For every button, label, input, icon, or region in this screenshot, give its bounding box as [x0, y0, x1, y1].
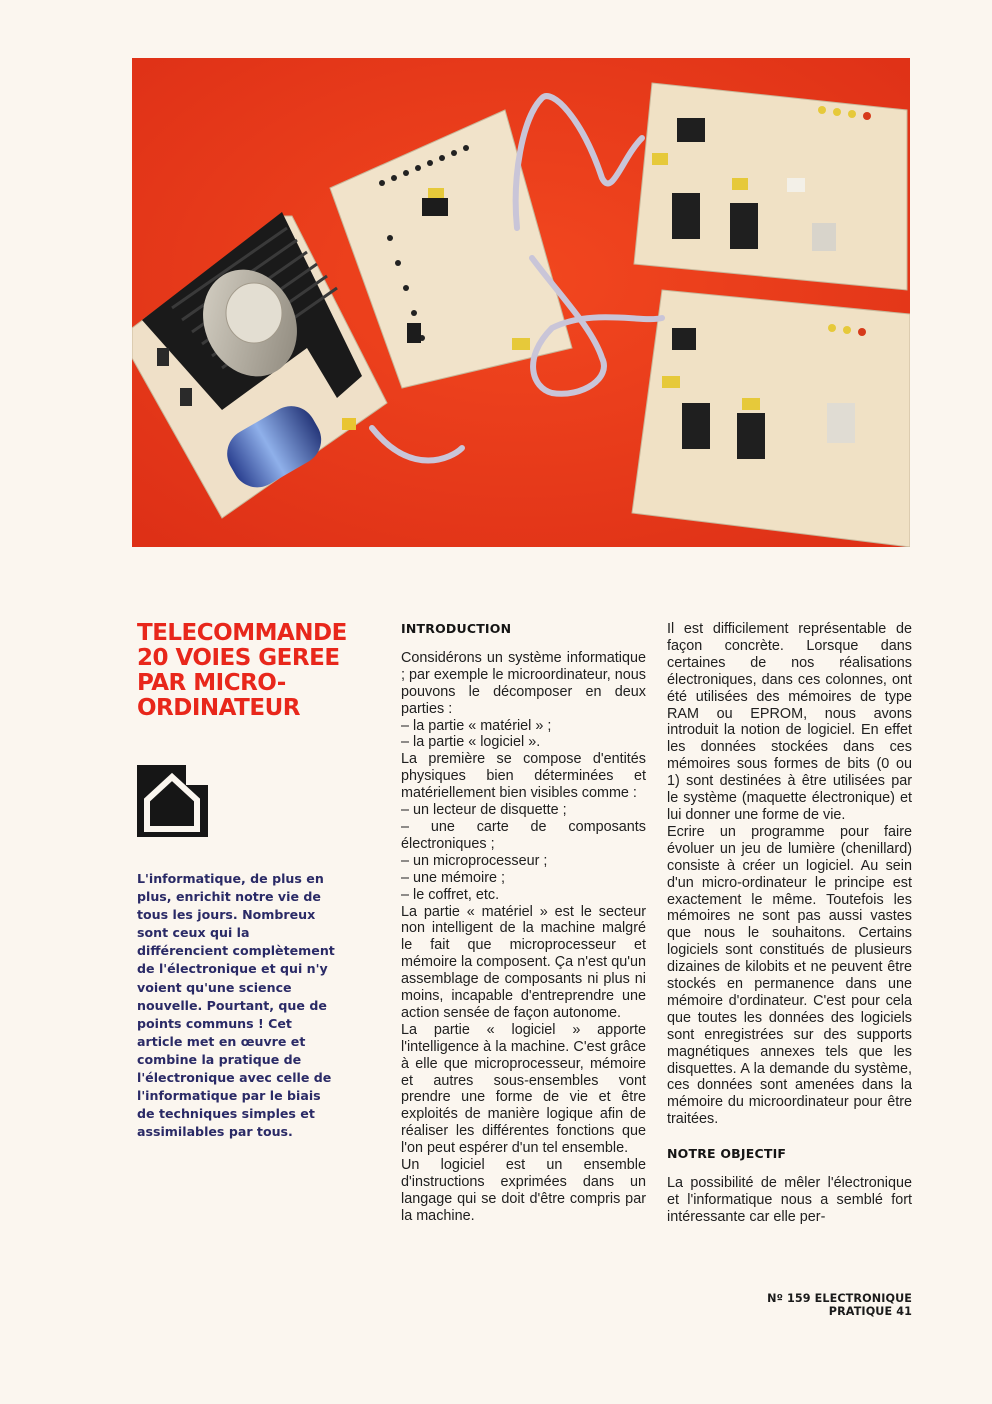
list-item: – un microprocesseur ;: [401, 852, 548, 869]
paragraph: La possibilité de mêler l'électronique et l'informatique nous a semblé fort intéressante car elle per-: [667, 1175, 912, 1225]
house-logo-icon: [137, 765, 208, 837]
paragraph: La première se compose d'entités physiques bien déterminées et matériellement bien visibles comme :: [401, 751, 646, 802]
section-heading-introduction: INTRODUCTION: [401, 621, 512, 636]
list-item: – la partie « matériel » ;: [401, 717, 552, 734]
output-board-2: [632, 290, 910, 547]
column-two: [401, 621, 646, 1225]
circuit-boards-photo: [132, 58, 910, 547]
paragraph: Considérons un système informatique ; par exemple le microordinateur, nous pouvons le décomposer en deux parties :: [401, 649, 646, 717]
paragraph: La partie « matériel » est le secteur non intelligent de la machine malgré le fait que microprocesseur et mémoire la composent. Ça n'est qu'un assemblage de composants ni plus ni moins, incapable d'entreprendre une action sensée de façon autonome.: [401, 903, 646, 1021]
article-headline: TELECOMMANDE 20 VOIES GEREE PAR MICRO-ORDINATEUR: [137, 620, 347, 721]
list-item: – le coffret, etc.: [401, 886, 500, 903]
paragraph: Ecrire un programme pour faire évoluer un jeu de lumière (chenillard) consiste à créer un logiciel. Au sein d'un micro-ordinateur le principe est exactement le même. Toutefois les mémoires ne sont pas aussi vastes que nous le souhaitons. Certains logiciels sont constitués de plusieurs dizaines de kilobits et ne peuvent être stockés en permanence dans une mémoire d'ordinateur. C'est pour cela que toutes les données des logiciels sont enregistrées sur des supports magnétiques annexes tels que les disquettes. A la demande du système, ces données sont amenées dans la mémoire du microordinateur pour être traitées.: [667, 823, 912, 1128]
paragraph: Un logiciel est un ensemble d'instructions exprimées dans un langage qui se doit d'être compris par la machine.: [401, 1157, 646, 1224]
section-heading-objectif: NOTRE OBJECTIF: [667, 1146, 787, 1162]
output-board-1: [634, 83, 907, 290]
list-item: – une carte de composants électroniques ;: [401, 818, 646, 852]
list-item: – un lecteur de disquette ;: [401, 802, 567, 819]
list-item: – la partie « logiciel ».: [401, 734, 541, 751]
paragraph: Il est difficilement représentable de façon concrète. Lorsque dans certaines de nos réalisations électroniques, dans ces colonnes, ont été utilisées des mémoires de type RAM ou EPROM, nous avons introduit la notion de logiciel. En effet les données stockées dans ces mémoires sous formes de bits (0 ou 1) sont destinées à être utilisées par le système (maquette électronique) et lui donner une forme de vie.: [667, 621, 912, 823]
column-three: [667, 621, 912, 1226]
paragraph: La partie « logiciel » apporte l'intelligence à la machine. C'est grâce à elle que microprocesseur, mémoire et autres sous-ensembles vont prendre une forme de vie et être exploités de manière logique afin de réaliser les différentes fonctions que l'on peut espérer d'un tel ensemble.: [401, 1021, 646, 1157]
article-intro: L'informatique, de plus en plus, enrichit notre vie de tous les jours. Nombreux sont ceux qui la différencient complètement de l'électronique et qui n'y voient qu'une science nouvelle. Pourtant, que de points communs ! Cet article met en œuvre et combine la pratique de l'électronique avec celle de l'informatique par le biais de techniques simples et assimilables par tous.: [137, 871, 335, 1140]
page-footer: Nº 159 ELECTRONIQUE PRATIQUE 41: [767, 1292, 912, 1318]
list-item: – une mémoire ;: [401, 869, 505, 886]
